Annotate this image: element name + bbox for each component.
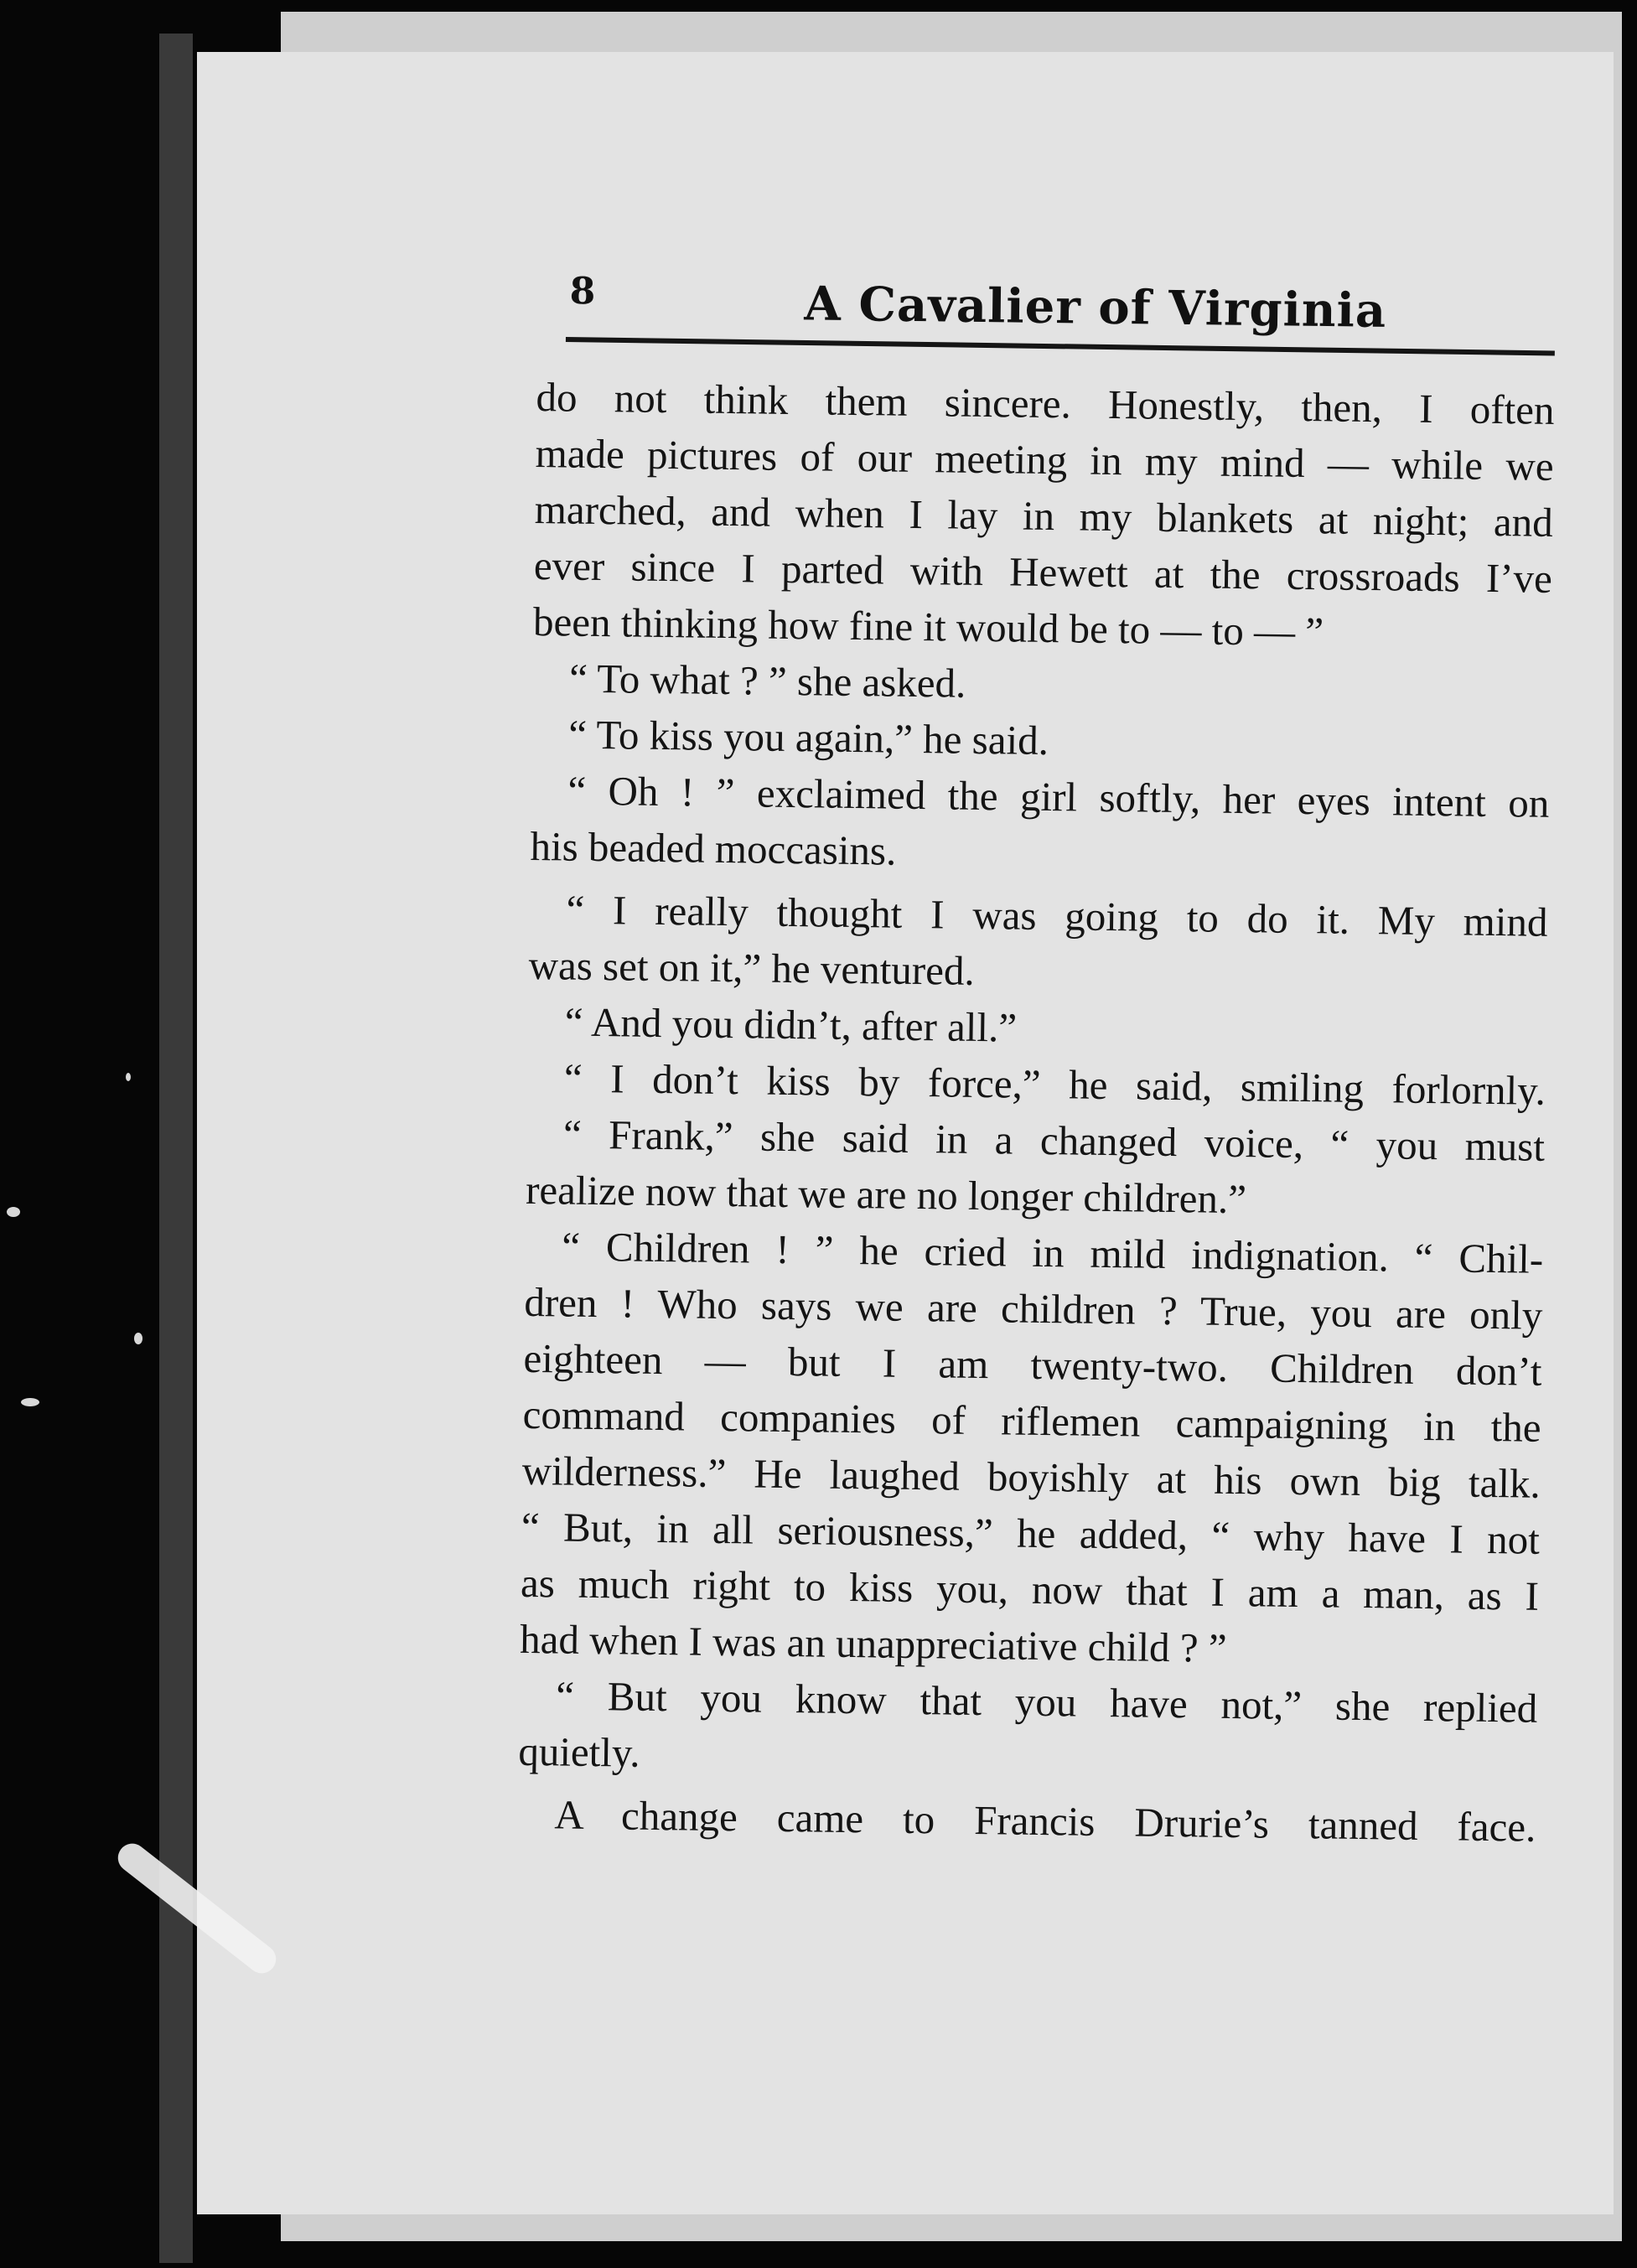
text-line: as much right to kiss you, now that I am a man, as I (520, 1559, 1540, 1619)
text-line: “ I really thought I was going to do it. My mind (566, 886, 1548, 945)
page-number: 8 (569, 270, 596, 313)
text-line: had when I was an unappreciative child ? ” (519, 1615, 1227, 1671)
text-line: his beaded moccasins. (530, 822, 897, 874)
page-header (569, 270, 1551, 349)
dust-speck (7, 1207, 20, 1217)
body-text (517, 369, 1555, 1856)
text-line: was set on it,” he ventured. (528, 941, 976, 994)
text-line: “ To kiss you again,” he said. (567, 711, 1049, 764)
dust-speck (134, 1333, 142, 1344)
text-line: do not think them sincere. Honestly, then, I often (536, 373, 1555, 433)
text-line: “ I don’t kiss by force,” he said, smiling forlornly. (563, 1054, 1546, 1114)
dust-speck (126, 1073, 131, 1081)
text-line: dren ! Who says we are children ? True, you are only (524, 1278, 1543, 1339)
text-line: been thinking how fine it would be to — to — ” (532, 598, 1324, 655)
text-line: “ And you didn’t, after all.” (564, 998, 1018, 1051)
text-line: realize now that we are no longer children.” (525, 1166, 1247, 1223)
text-line: “ But you know that you have not,” she replied (555, 1672, 1538, 1732)
text-line: A change came to Francis Drurie’s tanned face. (554, 1791, 1536, 1851)
text-line: command companies of riflemen campaigning in the (522, 1390, 1541, 1451)
dust-speck (21, 1398, 39, 1406)
text-line: wilderness.” He laughed boyishly at his own big talk. (521, 1447, 1541, 1507)
text-line: made pictures of our meeting in my mind — while we (535, 429, 1554, 489)
text-line: eighteen — but I am twenty-two. Children don’t (523, 1334, 1542, 1395)
text-line: “ To what ? ” she asked. (568, 655, 966, 707)
text-line: quietly. (518, 1727, 640, 1776)
text-line: “ But, in all seriousness,” he added, “ why have I not (521, 1503, 1541, 1563)
text-line: “ Children ! ” he cried in mild indignation. “ Chil- (561, 1223, 1544, 1282)
text-line: “ Frank,” she said in a changed voice, “ you must (562, 1111, 1546, 1170)
binding-edge (159, 34, 193, 2263)
text-line: ever since I parted with Hewett at the crossroads I’ve (533, 541, 1553, 602)
running-title: A Cavalier of Virginia (804, 276, 1387, 339)
text-line: marched, and when I lay in my blankets at night; and (534, 485, 1554, 546)
text-line: “ Oh ! ” exclaimed the girl softly, her eyes intent on (567, 767, 1550, 826)
